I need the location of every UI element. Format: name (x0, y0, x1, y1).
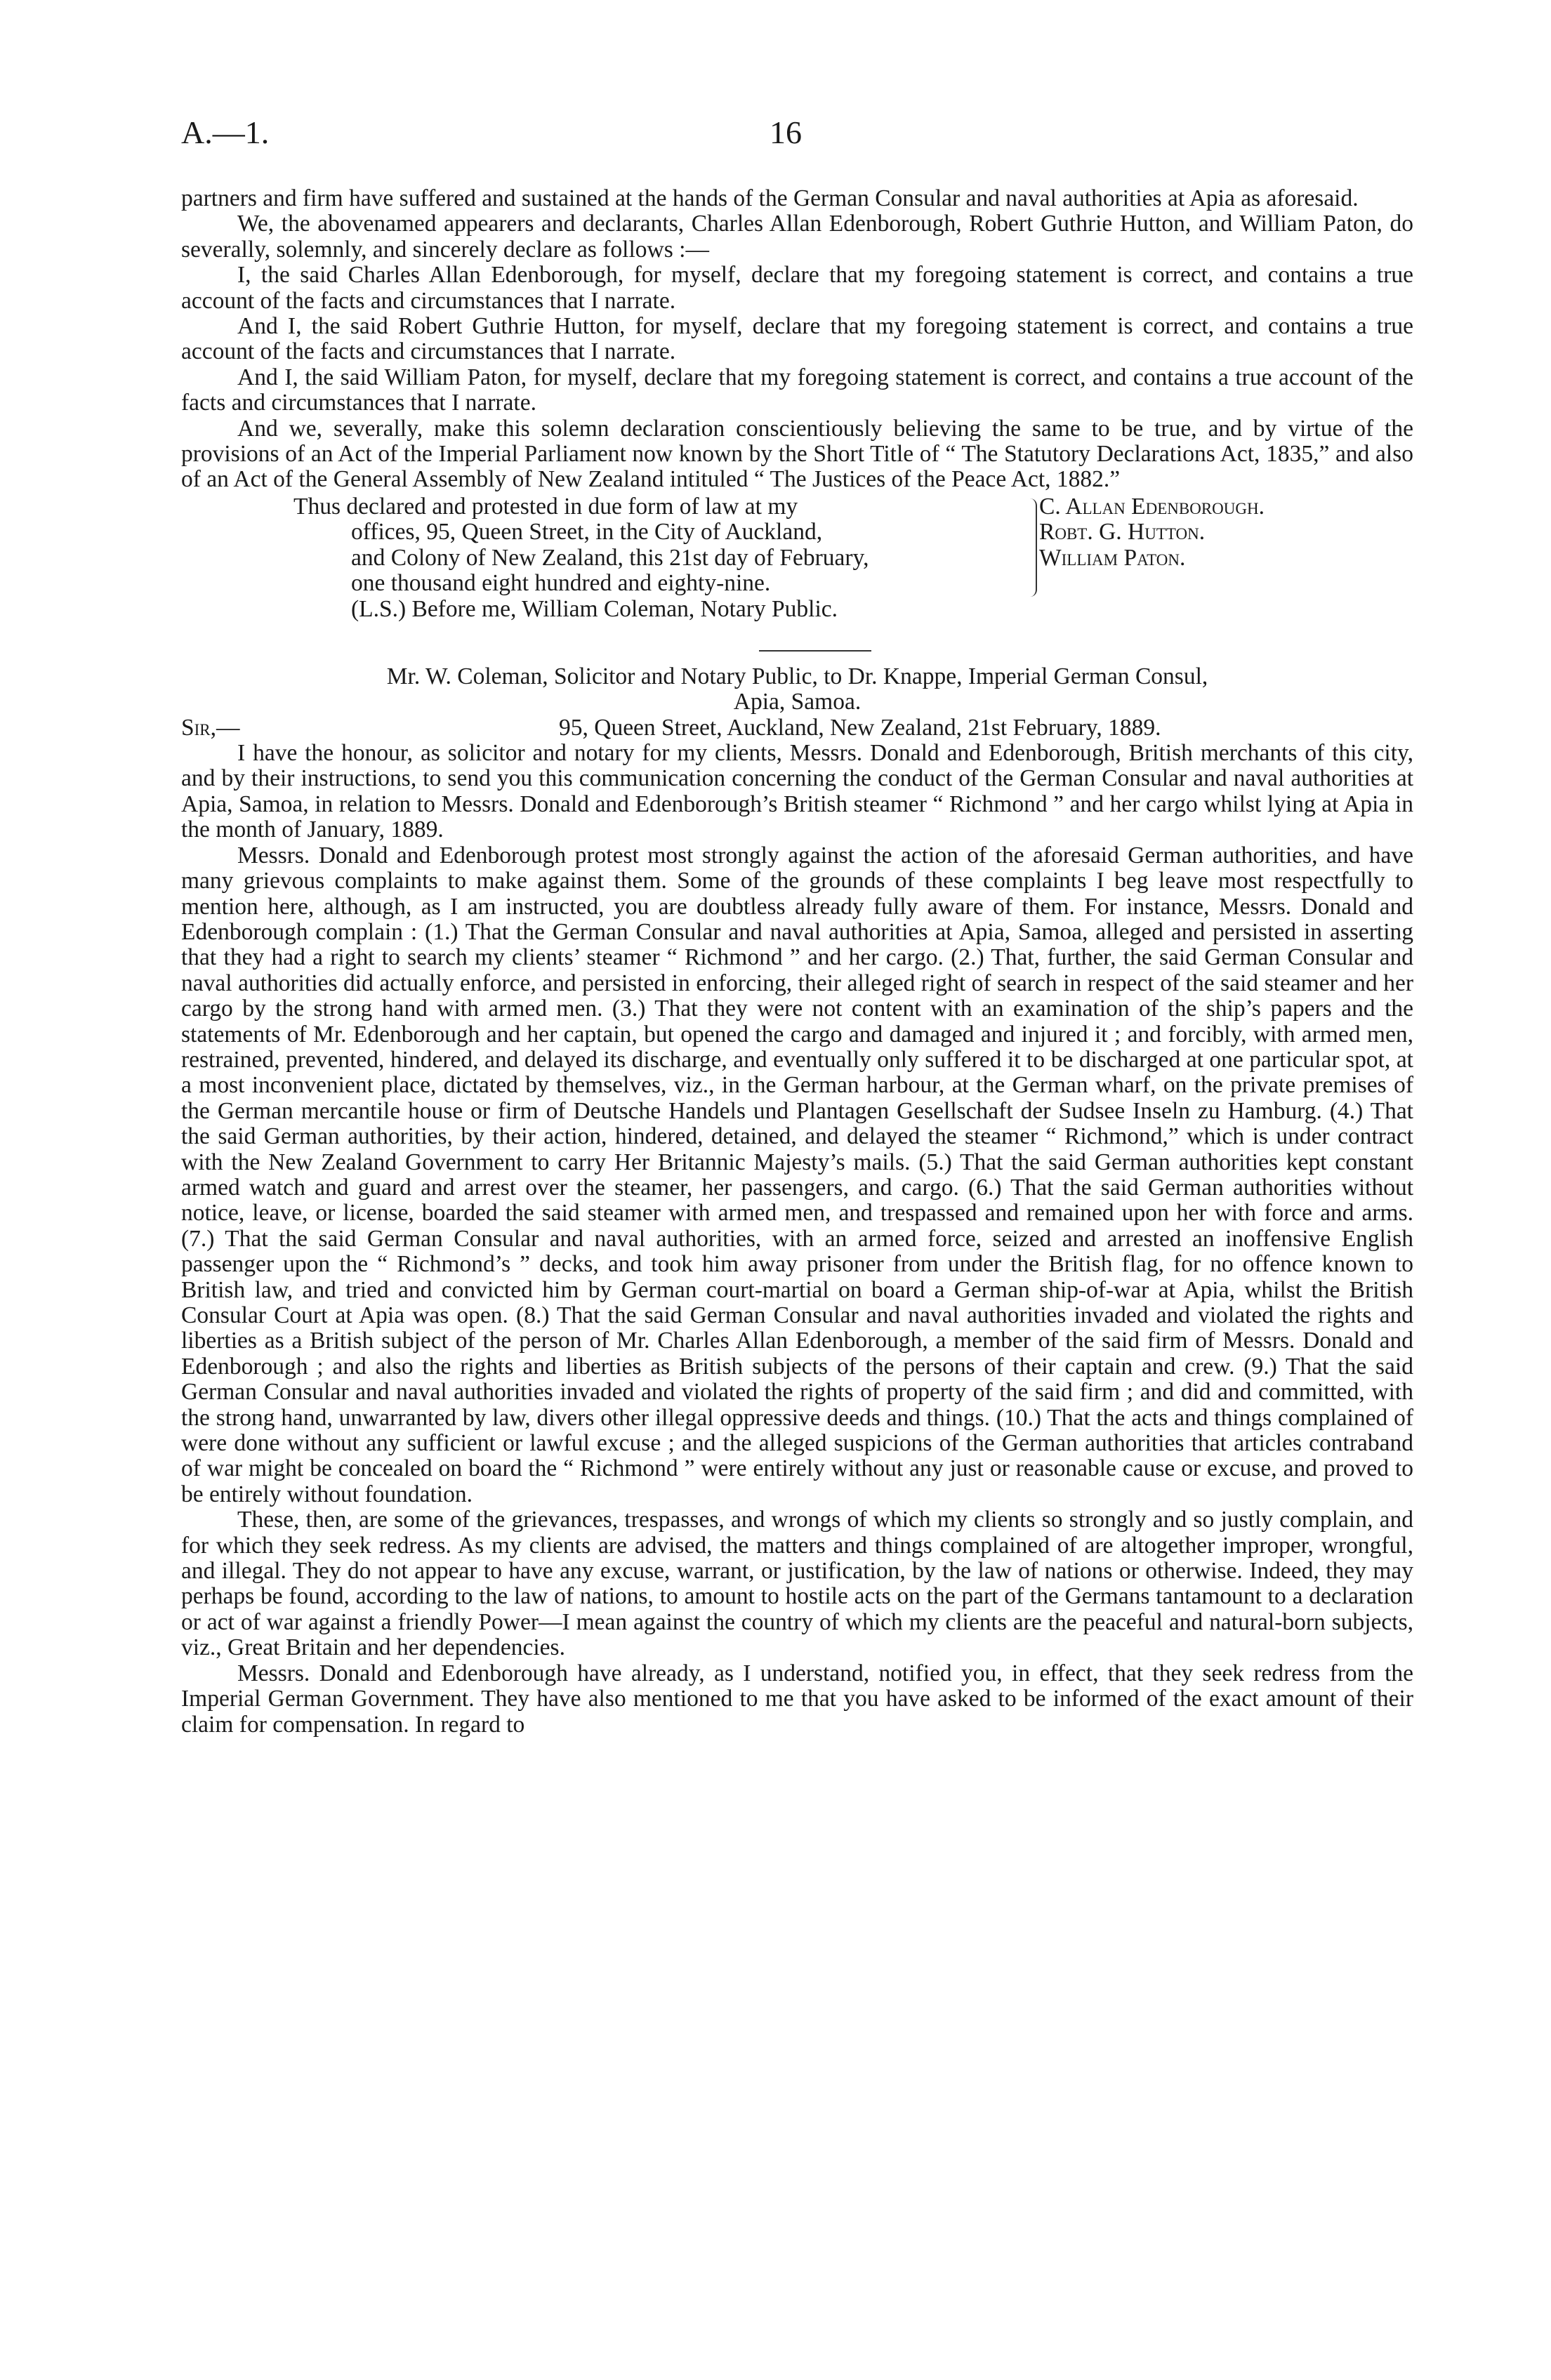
document-reference: A.—1. (181, 114, 270, 150)
paragraph-declarants: We, the abovenamed appearers and declarants, Charles Allan Edenborough, Robert Guthrie Hutton, and William Paton, do severally, solemnly, and sincerely declare as follows :— (181, 211, 1413, 263)
letter-heading-place: Apia, Samoa. (733, 689, 862, 715)
letter-address-date: 95, Queen Street, Auckland, New Zealand, 21st February, 1889. (559, 714, 1161, 741)
paragraph-edenborough-declaration: I, the said Charles Allan Edenborough, for myself, declare that my foregoing statement is correct, and contains a true account of the facts and circumstances that I narrate. (181, 262, 1413, 314)
page-body (181, 186, 1413, 1738)
declaration-block (181, 494, 1413, 635)
signatory: Robt. G. Hutton. (1039, 519, 1206, 546)
declaration-place-date (293, 494, 1024, 622)
signatory: C. Allan Edenborough. (1039, 493, 1265, 520)
declaration-line: and Colony of New Zealand, this 21st day of February, (351, 544, 869, 571)
declaration-line: Thus declared and protested in due form of law at my (293, 493, 798, 520)
page-number: 16 (770, 114, 802, 150)
paragraph-solemn-declaration: And we, severally, make this solemn declaration conscientiously believing the same to be true, and by virtue of the provisions of an Act of the Imperial Parliament now known by the Short Title of “ The Statutory Declarations Act, 1835,” and also of an Act of the General Assembly of New Zealand intituled “ The Justices of the Peace Act, 1882.” (181, 415, 1413, 493)
signatories (1039, 494, 1265, 571)
letter-paragraph: Messrs. Donald and Edenborough have already, as I understand, notified you, in effect, that they seek redress from the Imperial German Government. They have also mentioned to me that you have asked to be informed of the exact amount of their claim for compensation. In regard to (181, 1660, 1413, 1738)
signatory: William Paton. (1039, 544, 1186, 571)
salutation: Sir,— (181, 714, 240, 741)
letter-paragraph: These, then, are some of the grievances, trespasses, and wrongs of which my clients so strongly and so justly complain, and for which they seek redress. As my clients are advised, the matters and things complained of are altogether improper, wrongful, and illegal. They do not appear to have any excuse, warrant, or justification, by the law of nations or otherwise. Indeed, they may perhaps be found, according to the law of nations, to amount to hostile acts on the part of the Germans tantamount to a declaration or act of war against a friendly Power—I mean against the country of which my clients are the peaceful and natural-born subjects, viz., Great Britain and her dependencies. (181, 1507, 1413, 1661)
declaration-line: offices, 95, Queen Street, in the City of Auckland, (351, 519, 823, 546)
notary-line: (L.S.) Before me, William Coleman, Notary Public. (351, 595, 838, 622)
letter-heading: Mr. W. Coleman, Solicitor and Notary Public, to Dr. Knappe, Imperial German Consul, (386, 663, 1208, 689)
paragraph-paton-declaration: And I, the said William Paton, for myself, declare that my foregoing statement is correct, and contains a true account of the facts and circumstances that I narrate. (181, 364, 1413, 416)
letter-paragraph: I have the honour, as solicitor and notary for my clients, Messrs. Donald and Edenborough, British merchants of this city, and by their instructions, to send you this communication concerning the conduct of the German Consular and naval authorities at Apia, Samoa, in relation to Messrs. Donald and Edenborough’s British steamer “ Richmond ” and her cargo whilst lying at Apia in the month of January, 1889. (181, 740, 1413, 843)
section-divider (759, 650, 871, 652)
declaration-line: one thousand eight hundred and eighty-nine. (351, 570, 771, 597)
salutation-row (181, 715, 1413, 741)
letter-paragraph: Messrs. Donald and Edenborough protest most strongly against the action of the aforesaid German authorities, and have many grievous complaints to make against them. Some of the grounds of these complaints I beg leave most respectfully to mention here, although, as I am instructed, you are doubtless already fully aware of them. For instance, Messrs. Donald and Edenborough complain : (1.) That the German Consular and naval authorities at Apia, Samoa, alleged and persisted in asserting that they had a right to search my clients’ steamer “ Richmond ” and her cargo. (2.) That, further, the said German Consular and naval authorities did actually enforce, and persisted in enforcing, their alleged right of search in respect of the said steamer and her cargo by the strong hand with armed men. (3.) That they were not content with an examination of the ship’s papers and the statements of Mr. Edenborough and her captain, but opened the cargo and damaged and injured it ; and forcibly, with armed men, restrained, prevented, hindered, and delayed its discharge, and eventually only suffered it to be discharged at one particular spot, at a most inconvenient place, dictated by themselves, viz., in the German harbour, at the German wharf, on the private premises of the German mercantile house or firm of Deutsche Handels und Plantagen Gesellschaft der Sudsee Inseln zu Hamburg. (4.) That the said German authorities, by their action, hindered, detained, and delayed the steamer “ Richmond,” which is under contract with the New Zealand Government to carry Her Britannic Majesty’s mails. (5.) That the said German authorities kept constant armed watch and guard and arrest over the steamer, her passengers, and cargo. (6.) That the said German authorities without notice, leave, or license, boarded the said steamer with armed men, and trespassed and remained upon her with force and arms. (7.) That the said German Consular and naval authorities, with an armed force, seized and arrested an inoffensive English passenger upon the “ Richmond’s ” decks, and took him away prisoner from under the British flag, for no offence known to British law, and tried and convicted him by German court-martial on board a German ship-of-war at Apia, whilst the British Consular Court at Apia was open. (8.) That the said German Consular and naval authorities invaded and violated the rights and liberties as a British subject of the person of Mr. Charles Allan Edenborough, a member of the said firm of Messrs. Donald and Edenborough ; and also the rights and liberties as British subjects of the persons of their captain and crew. (9.) That the said German Consular and naval authorities invaded and violated the rights of property of the said firm ; and did and committed, with the strong hand, unwarranted by law, divers other illegal oppressive deeds and things. (10.) That the acts and things complained of were done without any sufficient or lawful excuse ; and the alleged suspicions of the German authorities that articles contraband of war might be concealed on board the “ Richmond ” were entirely without any just or reasonable cause or excuse, and proved to be entirely without foundation. (181, 842, 1413, 1507)
signature-brace (1026, 498, 1037, 597)
paragraph-hutton-declaration: And I, the said Robert Guthrie Hutton, for myself, declare that my foregoing statement is correct, and contains a true account of the facts and circumstances that I narrate. (181, 313, 1413, 365)
paragraph-continued: partners and firm have suffered and sustained at the hands of the German Consular and naval authorities at Apia as aforesaid. (181, 185, 1359, 211)
